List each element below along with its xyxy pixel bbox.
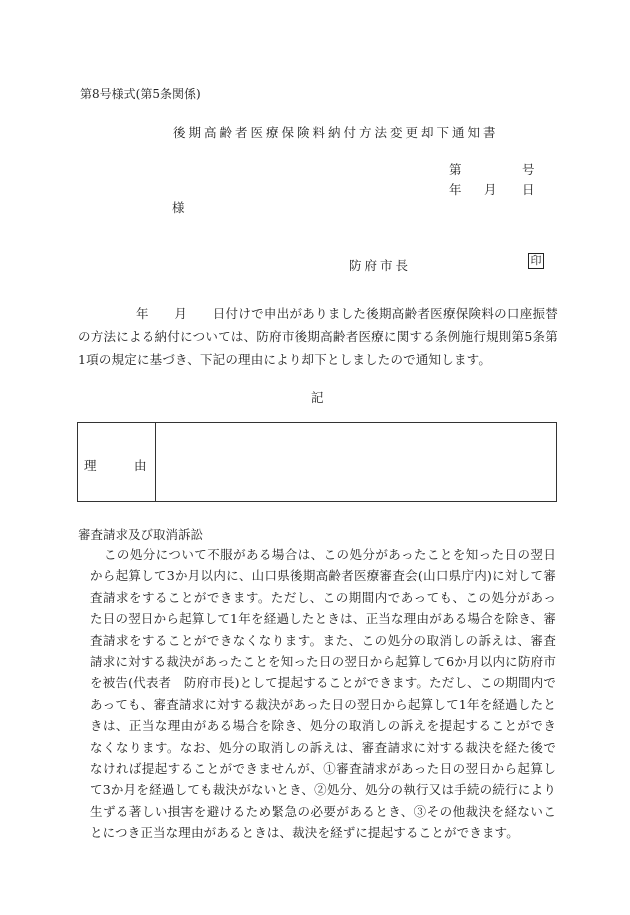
seal-mark: 印 <box>528 253 544 269</box>
date-month: 月 <box>484 182 497 197</box>
date-day: 日 <box>522 182 535 197</box>
number-suffix: 号 <box>522 162 535 177</box>
number-prefix: 第 <box>449 162 462 177</box>
form-label: 第8号様式(第5条関係) <box>80 87 201 101</box>
reason-label-first: 理 <box>84 458 97 473</box>
issuer-name: 防府市長 <box>349 258 412 273</box>
ki-heading: 記 <box>311 390 324 405</box>
reason-label-cell <box>78 423 156 501</box>
reason-label-second: 由 <box>134 458 147 473</box>
addressee-suffix: 様 <box>172 200 185 215</box>
date-year: 年 <box>449 182 462 197</box>
notice-body: 年 月 日付けで申出がありました後期高齢者医療保険料の口座振替の方法による納付については、防府市後期高齢者医療に関する条例施行規則第5条第1項の規定に基づき、下記の理由により却下としましたので通知します。 <box>78 306 558 367</box>
appeal-heading: 審査請求及び取消訴訟 <box>78 527 204 542</box>
document-title: 後期高齢者医療保険料納付方法変更却下通知書 <box>173 125 499 140</box>
reason-table <box>77 422 557 502</box>
appeal-text: この処分について不服がある場合は、この処分があったことを知った日の翌日から起算して3か月以内に、山口県後期高齢者医療審査会(山口県庁内)に対して審査請求をすることができます。ただし、この期間内であっても、この処分があった日の翌日から起算して1年を経過したときは、正当な理由がある場合を除き、審査請求をすることができなくなります。また、この処分の取消しの訴えは、審査請求に対する裁決があったことを知った日の翌日から起算して6か月以内に防府市を被告(代表者 防府市長)として提起することができます。ただし、この期間内であっても、審査請求に対する裁決があった日の翌日から起算して1年を経過したときは、正当な理由がある場合を除き、処分の取消しの訴えを提起することができなくなります。なお、処分の取消しの訴えは、審査請求に対する裁決を経た後でなければ提起することができませんが、①審査請求があった日の翌日から起算して3か月を経過しても裁決がないとき、②処分、処分の執行又は手続の続行により生ずる著しい損害を避けるため緊急の必要があるとき、③その他裁決を経ないことにつき正当な理由があるときは、裁決を経ずに提起することができます。 <box>90 547 556 841</box>
